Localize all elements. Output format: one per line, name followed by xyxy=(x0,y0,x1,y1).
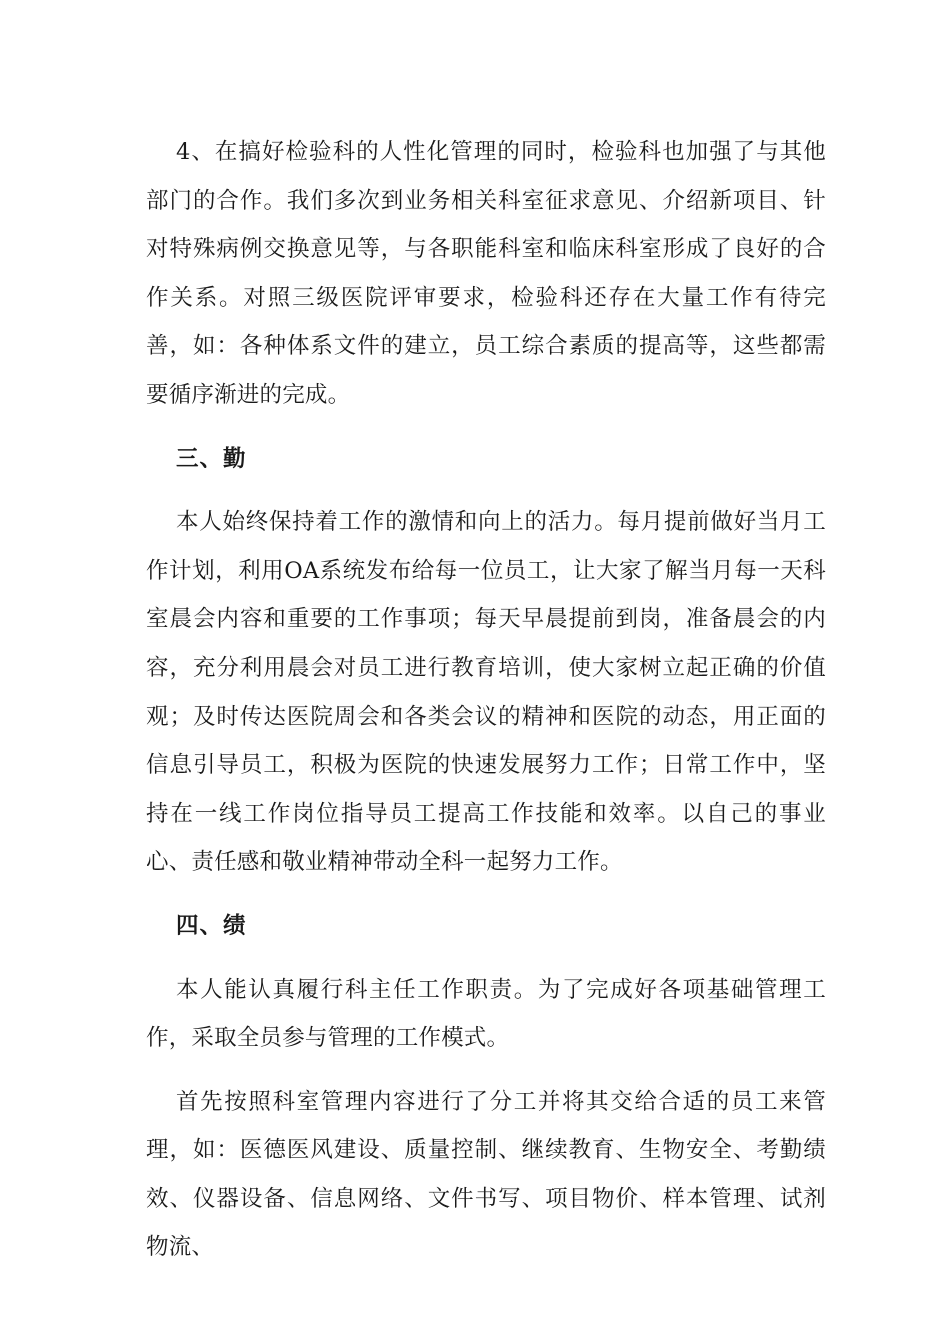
paragraph-diligence: 本人始终保持着工作的激情和向上的活力。每月提前做好当月工作计划，利用OA系统发布给每一位员工，让大家了解当月每一天科室晨会内容和重要的工作事项；每天早晨提前到岗，准备晨会的内容，充分利用晨会对员工进行教育培训，使大家树立起正确的价值观；及时传达医院周会和各类会议的精神和医院的动态，用正面的信息引导员工，积极为医院的快速发展努力工作；日常工作中，坚持在一线工作岗位指导员工提高工作技能和效率。以自己的事业心、责任感和敬业精神带动全科一起努力工作。 xyxy=(146,509,826,876)
paragraph-division-of-work: 首先按照科室管理内容进行了分工并将其交给合适的员工来管理，如：医德医风建设、质量控制、继续教育、生物安全、考勤绩效、仪器设备、信息网络、文件书写、项目物价、样本管理、试剂物流、 xyxy=(146,1088,826,1261)
section-heading-performance: 四、绩 xyxy=(176,912,247,939)
document-body xyxy=(146,128,826,1287)
paragraph-cooperation: 4、在搞好检验科的人性化管理的同时，检验科也加强了与其他部门的合作。我们多次到业务相关科室征求意见、介绍新项目、针对特殊病例交换意见等，与各职能科室和临床科室形成了良好的合作关系。对照三级医院评审要求，检验科还存在大量工作有待完善，如：各种体系文件的建立，员工综合素质的提高等，这些都需要循序渐进的完成。 xyxy=(146,139,826,408)
section-heading-diligence: 三、勤 xyxy=(176,445,247,472)
paragraph-duties: 本人能认真履行科主任工作职责。为了完成好各项基础管理工作，采取全员参与管理的工作模式。 xyxy=(146,976,826,1052)
